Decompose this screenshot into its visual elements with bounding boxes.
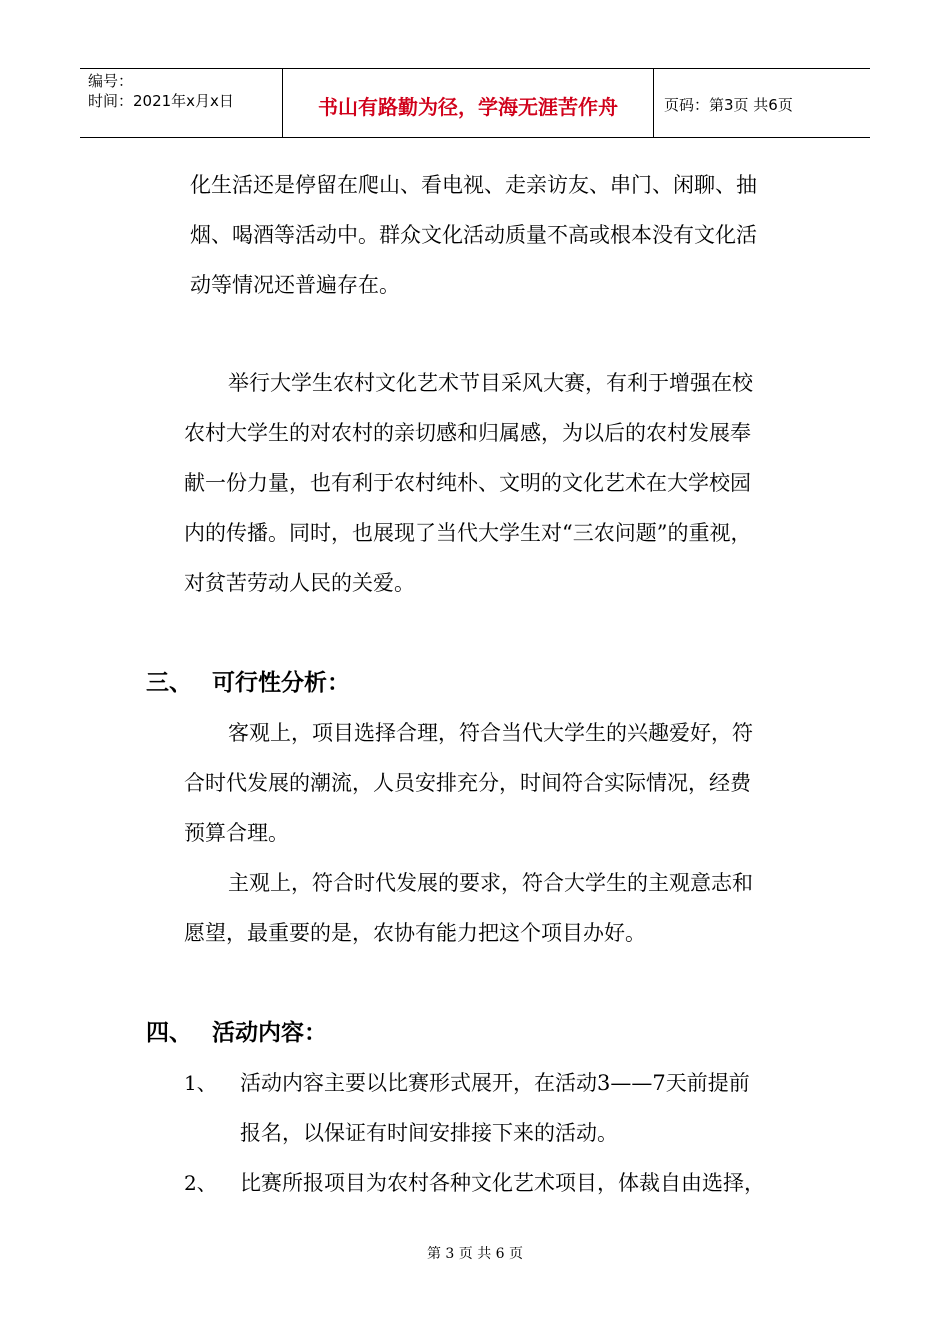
text-line: 报名，以保证有时间安排接下来的活动。 <box>240 1121 618 1145</box>
text-line: 农村大学生的对农村的亲切感和归属感，为以后的农村发展奉 <box>184 421 751 445</box>
text-line: 动等情况还普遍存在。 <box>190 273 400 297</box>
header-time-label: 时间：2021年x月x日 <box>88 92 234 110</box>
header-page-info: 页码：第3页 共6页 <box>664 96 793 114</box>
section-heading-4 <box>146 1018 327 1048</box>
page-header <box>80 68 870 138</box>
text-line: 主观上，符合时代发展的要求，符合大学生的主观意志和 <box>228 871 753 895</box>
text-line: 客观上，项目选择合理，符合当代大学生的兴趣爱好，符 <box>228 721 753 745</box>
header-motto: 书山有路勤为径，学海无涯苦作舟 <box>282 69 654 137</box>
page-footer: 第 3 页 共 6 页 <box>426 1246 524 1262</box>
text-line: 比赛所报项目为农村各种文化艺术项目，体裁自由选择， <box>240 1171 765 1195</box>
text-line: 预算合理。 <box>184 821 289 845</box>
text-line: 愿望，最重要的是，农协有能力把这个项目办好。 <box>184 921 646 945</box>
section-number: 四、 <box>146 1020 192 1046</box>
section-title: 活动内容： <box>212 1020 327 1046</box>
text-line: 献一份力量，也有利于农村纯朴、文明的文化艺术在大学校园 <box>184 471 751 495</box>
section-number: 三、 <box>146 670 192 696</box>
text-line: 举行大学生农村文化艺术节目采风大赛，有利于增强在校 <box>228 371 753 395</box>
header-meta <box>80 69 282 137</box>
text-line: 烟、喝酒等活动中。群众文化活动质量不高或根本没有文化活 <box>190 223 757 247</box>
list-item-number: 2、 <box>184 1171 217 1195</box>
text-line: 活动内容主要以比赛形式展开，在活动3——7天前提前 <box>240 1071 750 1095</box>
section-title: 可行性分析： <box>212 670 350 696</box>
text-line: 化生活还是停留在爬山、看电视、走亲访友、串门、闲聊、抽 <box>190 173 757 197</box>
section-heading-3 <box>146 668 350 698</box>
text-line: 合时代发展的潮流，人员安排充分，时间符合实际情况，经费 <box>184 771 751 795</box>
text-line: 对贫苦劳动人民的关爱。 <box>184 571 415 595</box>
text-line: 内的传播。同时，也展现了当代大学生对“三农问题”的重视， <box>184 521 752 545</box>
list-item-number: 1、 <box>184 1071 217 1095</box>
header-number-label: 编号： <box>88 72 134 90</box>
